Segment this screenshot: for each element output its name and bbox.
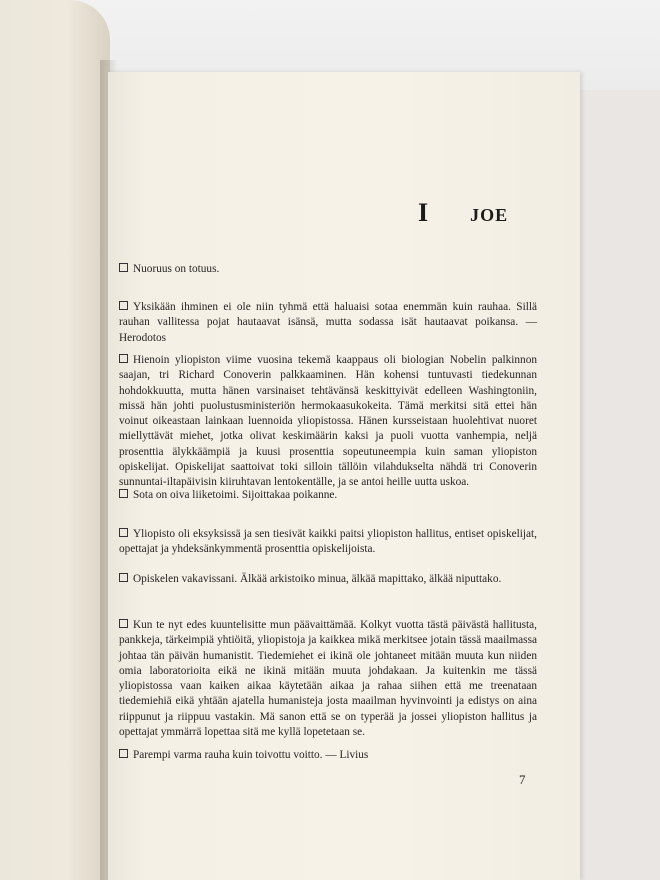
paragraph (119, 572, 537, 587)
section-bullet-icon (119, 489, 128, 498)
section-bullet-icon (119, 573, 128, 582)
paragraph (119, 618, 537, 740)
section-bullet-icon (119, 263, 128, 272)
paragraph-text: Parempi varma rauha kuin toivottu voitto. — Livius (133, 749, 369, 761)
paragraph-text: Sota on oiva liiketoimi. Sijoittakaa poikanne. (133, 489, 338, 501)
paragraph (119, 353, 537, 491)
paragraph (119, 262, 537, 277)
paragraph-text: Opiskelen vakavissani. Älkää arkistoiko minua, älkää mapittako, älkää niputtako. (133, 573, 502, 585)
chapter-number: I (418, 198, 429, 227)
paragraph-text: Nuoruus on totuus. (133, 263, 220, 275)
chapter-title: JOE (470, 205, 509, 225)
chapter-heading (418, 198, 508, 228)
section-bullet-icon (119, 354, 128, 363)
left-page-edge (0, 0, 110, 880)
paragraph-text: Kun te nyt edes kuuntelisitte mun päävaittämää. Kolkyt vuotta tästä päivästä hallitusta, pankkeja, tärkeimpiä yhtiöitä, yliopistoja ja kaikkea mikä merkitsee jotain tässä maailmassa johtaa tän päivän humanistit. Tiedemiehet ei ikinä ole johtaneet mitään muuta kun niiden omia laboratorioita eikä ne ikinä mitään muuta johdakaan. Ja kuitenkin me tässä yliopistossa vaan kaiken aikaa käytetään aikaa ja rahaa siihen että me treenataan tiedemiehiä eikä yhtään ajatella humanisteja josta maailman hyvinvointi ja edistys on aina riippunut ja riippuu vastakin. Mä sanon että se on typerää ja jossei yliopiston hallitus ja opettajat ymmärrä lopettaa sitä me kyllä lopetetaan se. (119, 619, 537, 739)
section-bullet-icon (119, 528, 128, 537)
paragraph (119, 748, 537, 763)
paragraph (119, 300, 537, 346)
page-number: 7 (519, 772, 526, 787)
paragraph-text: Hienoin yliopiston viime vuosina tekemä kaappaus oli biologian Nobelin palkinnon saajan, tri Richard Conoverin palkkaaminen. Hän kohensi tuntuvasti tiedekunnan hohdokkuutta, mutta hänen varsinaiset tehtävänsä keskittyivät edelleen Washingtoniin, missä hän johti puolustusministeriön hermokaasukokeita. Tämä merkitsi sitä ettei hän voinut oikeastaan lainkaan luennoida yliopistossa. Hänen kursseistaan huolehtivat nuoret miellyttävät miehet, jotka olivat keskimäärin kaksi ja puoli vuotta vanhempia, neljä prosenttia älykkäämpiä ja kuusi prosenttia sopeutuneempia kuin saman yliopiston opiskelijat. Opiskelijat saattoivat toki silloin tällöin vilahdukselta nähdä tri Conoverin sunnuntai-iltapäivisin kiiruhtavan lentokentälle, ja se antoi heille uutta uskoa. (119, 354, 537, 489)
section-bullet-icon (119, 619, 128, 628)
section-bullet-icon (119, 749, 128, 758)
paragraph (119, 488, 537, 503)
paragraph (119, 527, 537, 558)
paragraph-text: Yksikään ihminen ei ole niin tyhmä että haluaisi sotaa enemmän kuin rauhaa. Sillä rauhan vallitessa pojat hautaavat isänsä, mutta sodassa isät hautaavat poikansa. — Herodotos (119, 301, 537, 344)
paragraph-text: Yliopisto oli eksyksissä ja sen tiesivät kaikki paitsi yliopiston hallitus, entiset opiskelijat, opettajat ja yhdeksänkymmentä prosenttia opiskelijoista. (119, 528, 537, 556)
section-bullet-icon (119, 301, 128, 310)
